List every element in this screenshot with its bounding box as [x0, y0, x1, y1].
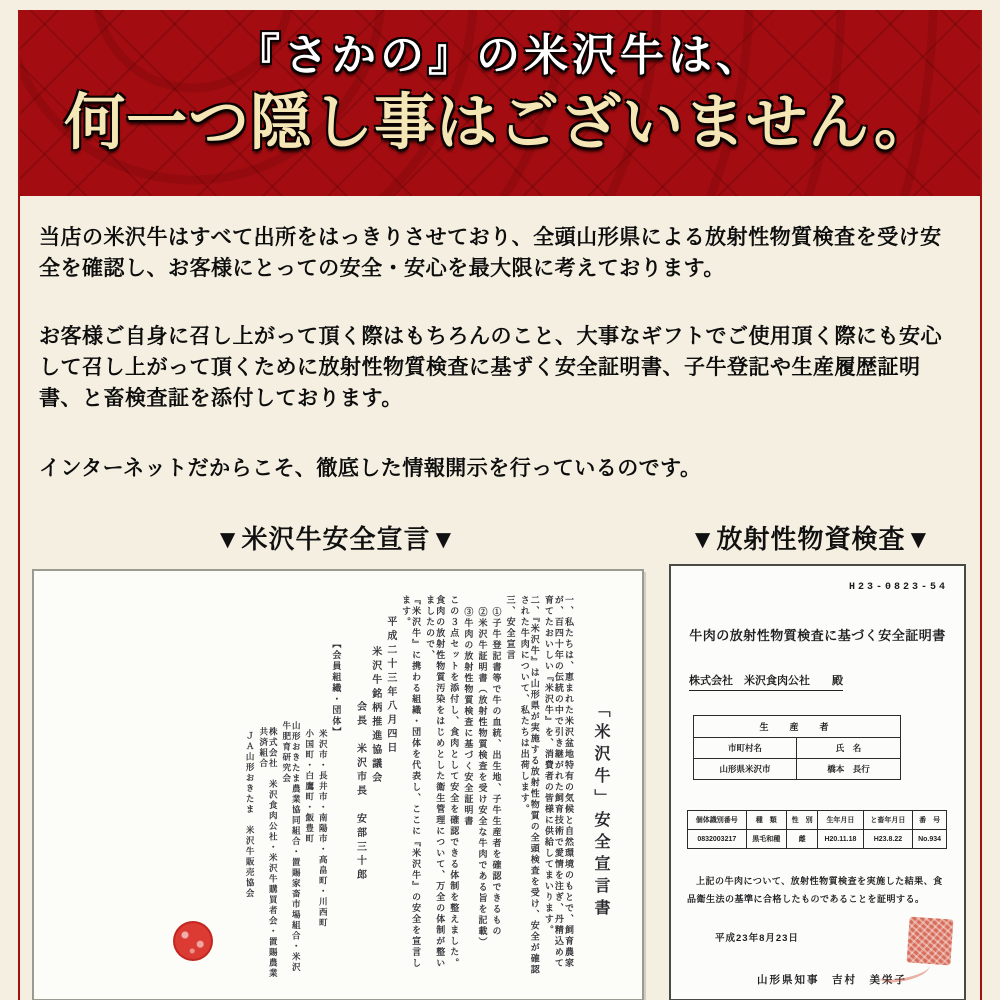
safety-declaration-heading: ▼米沢牛安全宣言▼: [214, 524, 458, 554]
producer-municipality-value: 山形県米沢市: [694, 759, 797, 780]
section-headings: [20, 519, 980, 556]
declaration-column: 一、私たちは、恵まれた米沢盆地特有の気候と自然環境のもとで、飼育農家が、百四十年の伝統の中で引き継がれた飼育技術で愛情を注ぎ、丹精込めて育てたおいしい『米沢牛』を、消費者の皆様に供給してまいります。: [542, 595, 573, 969]
declaration-column: ①子牛登記書等で牛の血統、出生地、子牛生産者を確認できるもの: [490, 607, 501, 937]
certificate-title: 牛肉の放射性物質検査に基づく安全証明書: [689, 628, 946, 643]
producer-col-name: 氏 名: [797, 738, 901, 759]
declaration-column: 『米沢牛』に携わる組織・団体を代表し、ここに『米沢牛』の安全を宣言します。: [399, 595, 421, 969]
intro-text-block: [20, 196, 980, 484]
radiation-certificate-document: [669, 564, 966, 1000]
declaration-chairman-column: 会長 米沢市長 安部三十郎: [354, 701, 366, 883]
declaration-column: ③牛肉の放射性物質検査に基づく安全証明書: [462, 607, 473, 827]
animal-slaughterdate-value: H23.8.22: [863, 830, 912, 849]
declaration-date-column: 平成二十三年八月四日: [384, 616, 396, 756]
page-frame: [18, 10, 982, 1000]
safety-declaration-document: [32, 569, 644, 1000]
red-square-seal-stamp: [906, 917, 953, 966]
animal-col-sex: 性 別: [786, 811, 817, 830]
animal-id-value: 0832003217: [688, 830, 747, 849]
documents-row: [32, 569, 980, 1000]
intro-paragraph-1: 当店の米沢牛はすべて出所をはっきりさせており、全頭山形県による放射性物質検査を受け安全を確認し、お客様にとっての安全・安心を最大限に考えております。: [39, 226, 942, 280]
declaration-members-heading-column: 【会員組織・団体】: [330, 639, 341, 738]
banner-title: 何一つ隠し事はございません。: [64, 86, 936, 158]
declaration-column: 食肉の放射性物質汚染をはじめとした衛生管理について、万全の体制が整いましたので、: [424, 595, 445, 969]
declaration-column: 三、安全宣言: [504, 595, 515, 661]
safety-declaration-content: [50, 591, 626, 979]
declaration-title: 「米沢牛」安全宣言書: [592, 701, 611, 921]
producer-name-value: 橋本 長行: [797, 759, 901, 780]
declaration-column: 二、『米沢牛』は山形県が実施する放射性物質の全頭検査を受け、安全が確認された牛肉について、私たちは出荷します。: [518, 595, 539, 976]
producer-table-header: 生 産 者: [694, 716, 901, 738]
animal-table: [687, 810, 947, 849]
certificate-number: H23-0823-54: [848, 582, 948, 593]
intro-paragraph-2: お客様ご自身に召し上がって頂く際はもちろんのこと、大事なギフトでご使用頂く際にも安心して召し上がって頂くために放射性物質検査に基ずく安全証明書、子牛登記や生産履歴証明書、と畜検査証を添付しております。: [39, 325, 942, 410]
declaration-council-column: 米沢牛銘柄推進協議会: [369, 646, 381, 786]
declaration-member-column: 米沢市・長井市・南陽市・高畠町・川西町: [317, 729, 328, 929]
animal-breed-value: 黒毛和種: [746, 830, 786, 849]
animal-number-value: No.934: [913, 830, 947, 849]
declaration-member-column: ＪＡ山形おきたま 米沢牛販売協会: [244, 731, 255, 899]
declaration-member-column: 山形おきたま農業協同組合・置賜家畜市場組合・米沢牛肥育研究会: [280, 721, 301, 973]
declaration-column: ②米沢牛証明書（放射性物質検査を受け安全な牛肉である旨を記載）: [476, 607, 487, 948]
certificate-addressee: 株式会社 米沢食肉公社 殿: [689, 672, 843, 691]
producer-table: [693, 715, 901, 780]
animal-col-number: 番 号: [913, 811, 947, 830]
animal-col-birthdate: 生年月日: [818, 811, 863, 830]
animal-col-id: 個体識別番号: [688, 811, 747, 830]
governor-signature: 山形県知事 吉村 美栄子: [757, 974, 907, 987]
certificate-date: 平成23年8月23日: [715, 933, 799, 945]
animal-col-breed: 種 類: [746, 811, 786, 830]
radiation-inspection-heading: ▼放射性物資検査▼: [689, 524, 933, 554]
animal-sex-value: 雌: [786, 830, 817, 849]
producer-col-municipality: 市町村名: [694, 738, 797, 759]
declaration-column: この３点セットを添付し、食肉として安全を確認できる体制を整えました。: [448, 595, 459, 969]
banner-subtitle: 『さかの』の米沢牛は、: [236, 30, 764, 81]
animal-birthdate-value: H20.11.18: [818, 830, 863, 849]
certificate-statement: 上記の牛肉について、放射性物質検査を実施した結果、食品衛生法の基準に合格したものであることを証明する。: [687, 876, 943, 904]
declaration-member-column: 小国町・白鷹町・飯豊町: [303, 729, 314, 845]
intro-paragraph-3: インターネットだからこそ、徹底した情報開示を行っているのです。: [39, 457, 702, 480]
header-banner: [20, 10, 980, 196]
red-round-seal-stamp: [173, 921, 213, 961]
declaration-member-column: 株式会社 米沢食肉公社・米沢牛購買者会・置賜農業共済組合: [257, 727, 278, 979]
animal-col-slaughterdate: と畜年月日: [863, 811, 912, 830]
